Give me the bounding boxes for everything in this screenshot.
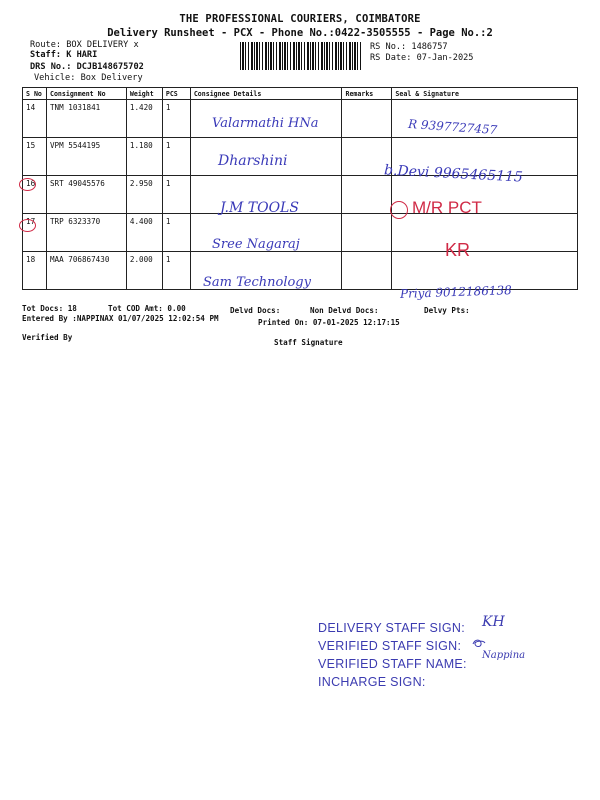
- cell-pcs: 1: [162, 176, 190, 214]
- red-circle-annotation: [390, 201, 408, 219]
- col-weight: Weight: [126, 88, 162, 100]
- col-remarks: Remarks: [342, 88, 392, 100]
- col-pcs: PCS: [162, 88, 190, 100]
- delivery-staff-sign-label: DELIVERY STAFF SIGN:: [318, 621, 466, 635]
- handwritten-scribble: [472, 634, 486, 645]
- route-label: Route: BOX DELIVERY x: [30, 40, 139, 50]
- cell-consignment: VPM 5544195: [46, 138, 126, 176]
- handwritten-consignee: J.M TOOLS: [220, 200, 299, 216]
- handwritten-initials: KH: [482, 614, 505, 630]
- handwritten-signature: b.Devi 9965465115: [383, 162, 524, 186]
- table-row: [23, 214, 578, 252]
- drs-number: DRS No.: DCJB148675702: [30, 62, 144, 72]
- cell-remarks: [342, 214, 392, 252]
- cell-sno: 14: [23, 100, 47, 138]
- delivered-docs: Delvd Docs:: [230, 306, 281, 315]
- cell-weight: 1.420: [126, 100, 162, 138]
- rs-number: RS No.: 1486757: [370, 42, 448, 52]
- handwritten-consignee: Dharshini: [218, 153, 288, 169]
- cell-weight: 2.000: [126, 252, 162, 290]
- cell-consignment: TRP 6323370: [46, 214, 126, 252]
- verified-by-label: Verified By: [22, 333, 73, 342]
- col-seal: Seal & Signature: [392, 88, 578, 100]
- handwritten-remark: KR: [445, 240, 471, 260]
- company-title: THE PROFESSIONAL COURIERS, COIMBATORE: [179, 13, 421, 25]
- cell-remarks: [342, 252, 392, 290]
- cell-weight: 1.180: [126, 138, 162, 176]
- red-circle-annotation: [19, 178, 36, 191]
- cell-sno: 16: [23, 176, 47, 214]
- handwritten-remark: M/R PCT: [412, 198, 482, 217]
- cell-pcs: 1: [162, 138, 190, 176]
- entered-by: Entered By :NAPPINAX 01/07/2025 12:02:54 PM: [22, 314, 219, 323]
- handwritten-consignee: Sree Nagaraj: [212, 237, 300, 252]
- cell-pcs: 1: [162, 100, 190, 138]
- col-consignee: Consignee Details: [190, 88, 342, 100]
- col-consignment: Consignment No: [46, 88, 126, 100]
- printed-on: Printed On: 07-01-2025 12:17:15: [258, 318, 400, 327]
- rs-date: RS Date: 07-Jan-2025: [370, 53, 474, 63]
- cell-weight: 4.400: [126, 214, 162, 252]
- cell-consignment: MAA 706867430: [46, 252, 126, 290]
- cell-sno: 17: [23, 214, 47, 252]
- cell-consignment: SRT 49045576: [46, 176, 126, 214]
- handwritten-consignee: Valarmathi HNa: [212, 116, 319, 131]
- handwritten-signature: R 9397727457: [407, 116, 498, 138]
- cell-sno: 15: [23, 138, 47, 176]
- cell-remarks: [342, 176, 392, 214]
- cell-sno: 18: [23, 252, 47, 290]
- handwritten-signature: Priya 9012186138: [399, 283, 512, 301]
- non-delivered-docs: Non Delvd Docs:: [310, 306, 379, 315]
- runsheet-title: Delivery Runsheet - PCX - Phone No.:0422-3505555 - Page No.:2: [107, 27, 493, 39]
- cell-pcs: 1: [162, 214, 190, 252]
- table-header-row: [23, 88, 578, 100]
- red-circle-annotation: [19, 219, 36, 232]
- barcode-image: [240, 42, 362, 70]
- vehicle-label: Vehicle: Box Delivery: [34, 73, 143, 83]
- staff-signature-label: Staff Signature: [274, 338, 343, 347]
- total-docs: Tot Docs: 18: [22, 304, 77, 313]
- cell-weight: 2.950: [126, 176, 162, 214]
- cell-consignment: TNM 1031841: [46, 100, 126, 138]
- cell-remarks: [342, 100, 392, 138]
- delivery-points: Delvy Pts:: [424, 306, 470, 315]
- handwritten-name: Nappina: [482, 650, 526, 661]
- verified-staff-sign-label: VERIFIED STAFF SIGN:: [318, 639, 462, 653]
- verified-staff-name-label: VERIFIED STAFF NAME:: [318, 657, 467, 671]
- col-sno: S No: [23, 88, 47, 100]
- cell-seal: [392, 214, 578, 252]
- cell-pcs: 1: [162, 252, 190, 290]
- incharge-sign-label: INCHARGE SIGN:: [318, 675, 426, 689]
- handwritten-consignee: Sam Technology: [203, 275, 311, 290]
- total-cod-amount: Tot COD Amt: 0.00: [108, 304, 186, 313]
- staff-label: Staff: K HARI: [30, 50, 98, 60]
